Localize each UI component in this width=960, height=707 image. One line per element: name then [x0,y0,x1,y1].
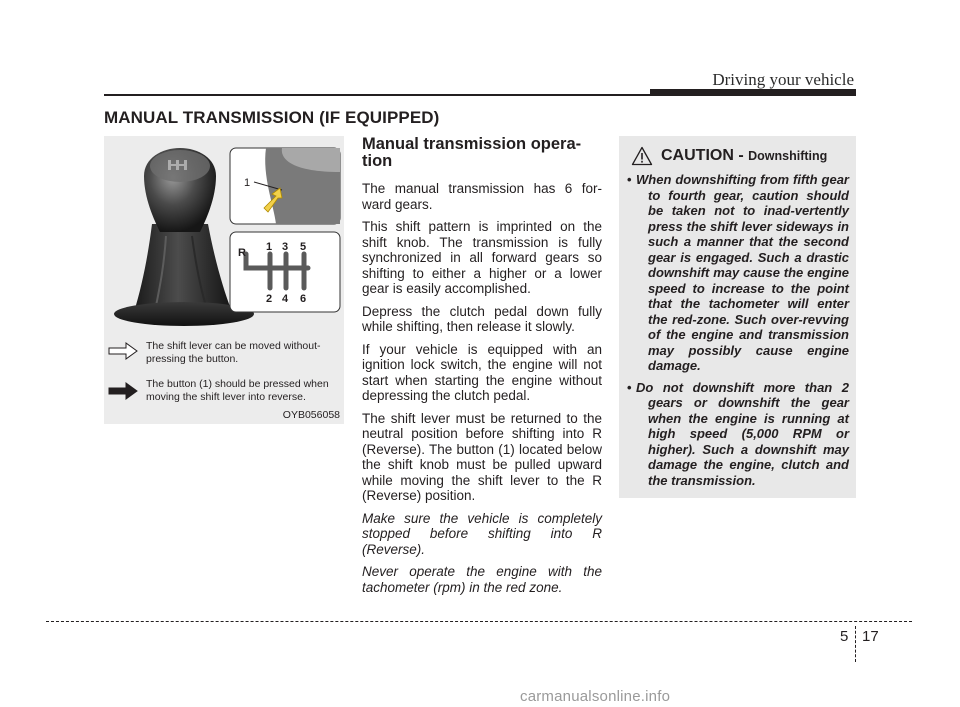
paragraph: Depress the clutch pedal down fully while shifting, then release it slowly. [362,303,602,334]
caution-item-text: Do not downshift more than 2 gears or downshift the gear when the engine is running at high speed (5,000 RPM or higher). Such a downshift may damage the engine, clutch and the transmission. [636,379,849,488]
caution-box [619,136,856,498]
caution-item [627,172,849,374]
shift-lever-figure [104,136,344,424]
italic-note: Make sure the vehicle is completely stopped before shifting into R (Reverse). [362,510,602,557]
caution-item [627,380,849,489]
caution-subtitle: Downshifting [748,149,828,163]
pattern-gear-3: 3 [282,241,289,253]
outline-arrow-icon [108,342,138,360]
pattern-gear-5: 5 [300,241,307,253]
page-number: 17 [862,628,879,645]
shift-lever-illustration [104,136,344,326]
figure-code: OYB056058 [282,409,340,421]
caution-label: CAUTION - [661,147,744,164]
pattern-gear-6: 6 [300,293,307,305]
warning-triangle-icon [631,146,653,166]
pattern-reverse: R [238,247,246,259]
watermark: carmanualsonline.info [520,688,671,705]
running-header: Driving your vehicle [712,70,854,89]
pattern-gear-2: 2 [266,293,273,305]
pattern-gear-1: 1 [266,241,273,253]
paragraph: If your vehicle is equipped with an ignition lock switch, the engine will not start when starting the engine without depressing the clutch pedal. [362,341,602,403]
legend-text-free: The shift lever can be moved without-pressing the button. [146,340,321,365]
bullet-icon: • [627,172,632,187]
button-marker: 1 [244,177,251,189]
bullet-icon: • [627,379,632,395]
section-title: MANUAL TRANSMISSION (IF EQUIPPED) [104,108,440,127]
footer-rule [46,621,912,622]
chapter-number: 5 [840,628,849,645]
caution-item-text: When downshifting from fifth gear to fourth gear, caution should be taken not to inad-vertently press the shift lever sideways in such a manner that the second gear is engaged. Such a drastic downshift may cause the engine speed to increase to the point that the tachometer will enter the red-zone. Such over-revving of the engine and transmission may possibly cause engine damage. [636,172,849,373]
pattern-gear-4: 4 [282,293,289,305]
paragraph: The manual transmission has 6 for-ward gears. [362,181,602,212]
filled-arrow-icon [108,382,138,400]
caution-heading [631,146,851,166]
caution-list [627,172,849,494]
page-separator [855,626,856,662]
italic-note: Never operate the engine with the tachometer (rpm) in the red zone. [362,564,602,595]
caution-title [661,147,827,165]
paragraph: This shift pattern is imprinted on the shift knob. The transmission is fully synchronized in all forward gears so shifting to either a higher or a lower gear is easily accomplished. [362,219,602,296]
header-bar [650,89,856,96]
legend-text-reverse: The button (1) should be pressed when moving the shift lever into reverse. [146,378,329,403]
subsection-heading: Manual transmission opera-tion [362,135,582,170]
paragraph: The shift lever must be returned to the neutral position before shifting into R (Reverse). The button (1) located below the shift knob must be pulled upward while moving the shift lever to the R (Reverse) position. [362,410,602,503]
body-column [362,136,602,602]
